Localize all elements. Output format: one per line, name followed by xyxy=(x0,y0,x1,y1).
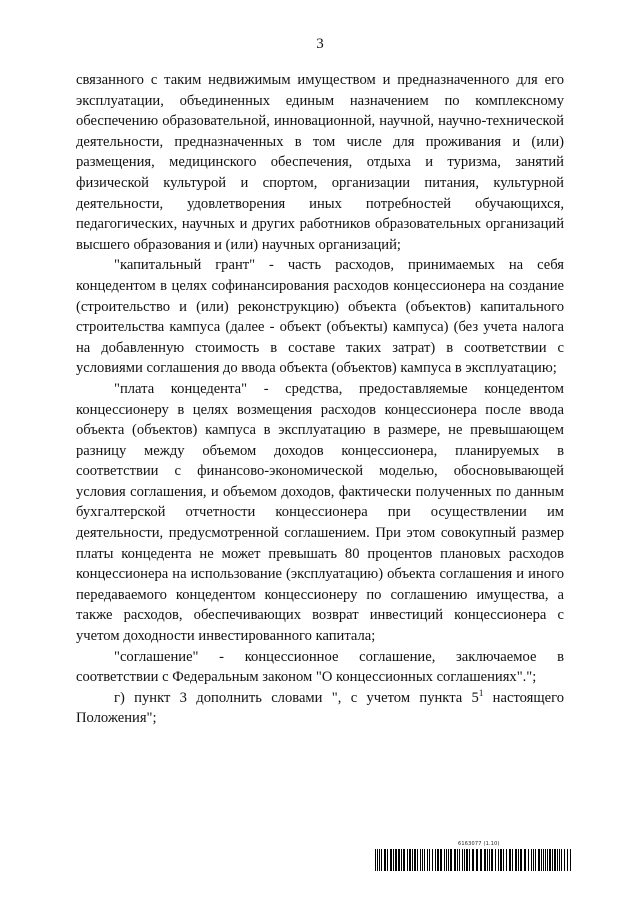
barcode-bar xyxy=(448,849,449,871)
barcode-bar xyxy=(457,849,458,871)
barcode-bar xyxy=(454,849,456,871)
barcode-bar xyxy=(412,849,413,871)
barcode-bar xyxy=(549,849,551,871)
barcode-bar xyxy=(393,849,394,871)
barcode-bar xyxy=(567,849,568,871)
barcode-bar xyxy=(561,849,562,871)
barcode-bar xyxy=(403,849,405,871)
barcode-bar xyxy=(535,849,536,871)
barcode-bar xyxy=(506,849,507,871)
barcode-bar xyxy=(437,849,439,871)
barcode-bar xyxy=(487,849,488,871)
barcode-bar xyxy=(518,849,519,871)
barcode-bar xyxy=(401,849,402,871)
document-code: 6163077 (1.10) xyxy=(458,841,500,847)
barcode-bar xyxy=(444,849,445,871)
barcode-bar xyxy=(435,849,436,871)
item-g-text: г) пункт 3 дополнить словами ", с учетом пункта 5 xyxy=(114,689,479,706)
barcode-bar xyxy=(464,849,465,871)
barcode-bar xyxy=(417,849,418,871)
barcode-bar xyxy=(384,849,386,871)
barcode-bar xyxy=(498,849,499,871)
superscript: 1 xyxy=(478,687,484,698)
barcode-bar xyxy=(503,849,504,871)
barcode-bar xyxy=(395,849,397,871)
barcode-bar xyxy=(407,849,408,871)
barcode-bar xyxy=(533,849,534,871)
barcode-bar xyxy=(515,849,517,871)
barcode-bar xyxy=(476,849,478,871)
paragraph-agreement: "соглашение" - концессионное соглашение, заключаемое в соответствии с Федеральным законом "О концессионных соглашениях"."; xyxy=(76,648,564,686)
barcode-bar xyxy=(543,849,544,871)
barcode-bar xyxy=(495,849,496,871)
barcode-bar xyxy=(466,849,468,871)
barcode-bar xyxy=(469,849,470,871)
barcode-bar xyxy=(570,849,571,871)
paragraph-continuation: связанного с таким недвижимым имуществом и предназначенного для его эксплуатации, объединенных единым назначением по комплексному обеспечению образовательной, инновационной, научной, научно-технической деятельности, предназначенных в том числе для проживания и (или) размещения, медицинского обеспечения, отдыха и туризма, занятий физической культурой и спортом, организации питания, культурной деятельности, удовлетворения иных потребностей обучающихся, педагогических, научных и других работников образовательных организаций высшего образования и (или) научных организаций; xyxy=(76,72,564,253)
barcode-bar xyxy=(377,849,378,871)
barcode-bar xyxy=(524,849,526,871)
barcode-bar xyxy=(387,849,388,871)
barcode-bar xyxy=(489,849,490,871)
barcode-bar xyxy=(398,849,400,871)
barcode-bar xyxy=(557,849,558,871)
barcode-bar xyxy=(547,849,548,871)
barcode-bar xyxy=(509,849,511,871)
barcode-bar xyxy=(424,849,425,871)
barcode-bar xyxy=(440,849,442,871)
barcode-bar xyxy=(422,849,423,871)
barcode-bar xyxy=(375,849,376,871)
item-g-text-end: настоящего Положения"; xyxy=(76,689,564,727)
paragraph-grantor-payment: "плата концедента" - средства, предоставляемые концедентом концессионеру в целях возмещения расходов концессионера после ввода объекта (объектов) кампуса в эксплуатацию в размере, не превышающем разницу между объемом доходов концессионера, планируемых в соответствии с финансово-экономической моделью, обосновывающей условия соглашения, и объемом доходов, фактически полученных по данным бухгалтерской отчетности концессионера при осуществлении им деятельности, предусмотренной соглашением. При этом совокупный размер платы концедента не может превышать 80 процентов плановых расходов концессионера на использование (эксплуатацию) объекта соглашения и иного передаваемого концедентом концессионеру по соглашению имущества, а также расходов, обеспечивающих возврат инвестиций концессионера с учетом доходности инвестированного капитала; xyxy=(76,380,564,645)
barcode-bar xyxy=(559,849,560,871)
barcode-bar xyxy=(480,849,482,871)
barcode-bar xyxy=(472,849,474,871)
barcode-bar xyxy=(512,849,513,871)
barcode xyxy=(375,849,571,871)
barcode-bar xyxy=(381,849,382,871)
barcode-bar xyxy=(450,849,452,871)
paragraph-capital-grant: "капитальный грант" - часть расходов, принимаемых на себя концедентом в целях софинансирования расходов концессионера на создание (строительство и (или) реконструкцию) объекта (объектов) капитального строительства кампуса (далее - объект (объекты) кампуса) (без учета налога на добавленную стоимость в составе таких затрат) в соответствии с условиями соглашения до ввода объекта (объектов) кампуса в эксплуатацию; xyxy=(76,257,564,377)
barcode-bar xyxy=(462,849,463,871)
barcode-bar xyxy=(427,849,428,871)
barcode-bar xyxy=(432,849,433,871)
barcode-bar xyxy=(390,849,392,871)
barcode-bar xyxy=(379,849,380,871)
barcode-bar xyxy=(459,849,460,871)
barcode-bar xyxy=(520,849,522,871)
paragraph-item-g xyxy=(76,688,564,729)
barcode-bar xyxy=(528,849,529,871)
barcode-bar xyxy=(538,849,540,871)
document-body xyxy=(76,70,564,729)
barcode-bar xyxy=(564,849,565,871)
barcode-bar xyxy=(541,849,542,871)
barcode-bar xyxy=(414,849,416,871)
barcode-bar xyxy=(446,849,447,871)
barcode-bar xyxy=(491,849,493,871)
barcode-bar xyxy=(500,849,502,871)
barcode-bar xyxy=(409,849,411,871)
barcode-bar xyxy=(554,849,556,871)
barcode-bar xyxy=(484,849,486,871)
page-number: 3 xyxy=(316,36,324,52)
barcode-bar xyxy=(531,849,532,871)
barcode-bar xyxy=(552,849,553,871)
barcode-bar xyxy=(420,849,421,871)
barcode-bar xyxy=(545,849,546,871)
barcode-bar xyxy=(429,849,430,871)
